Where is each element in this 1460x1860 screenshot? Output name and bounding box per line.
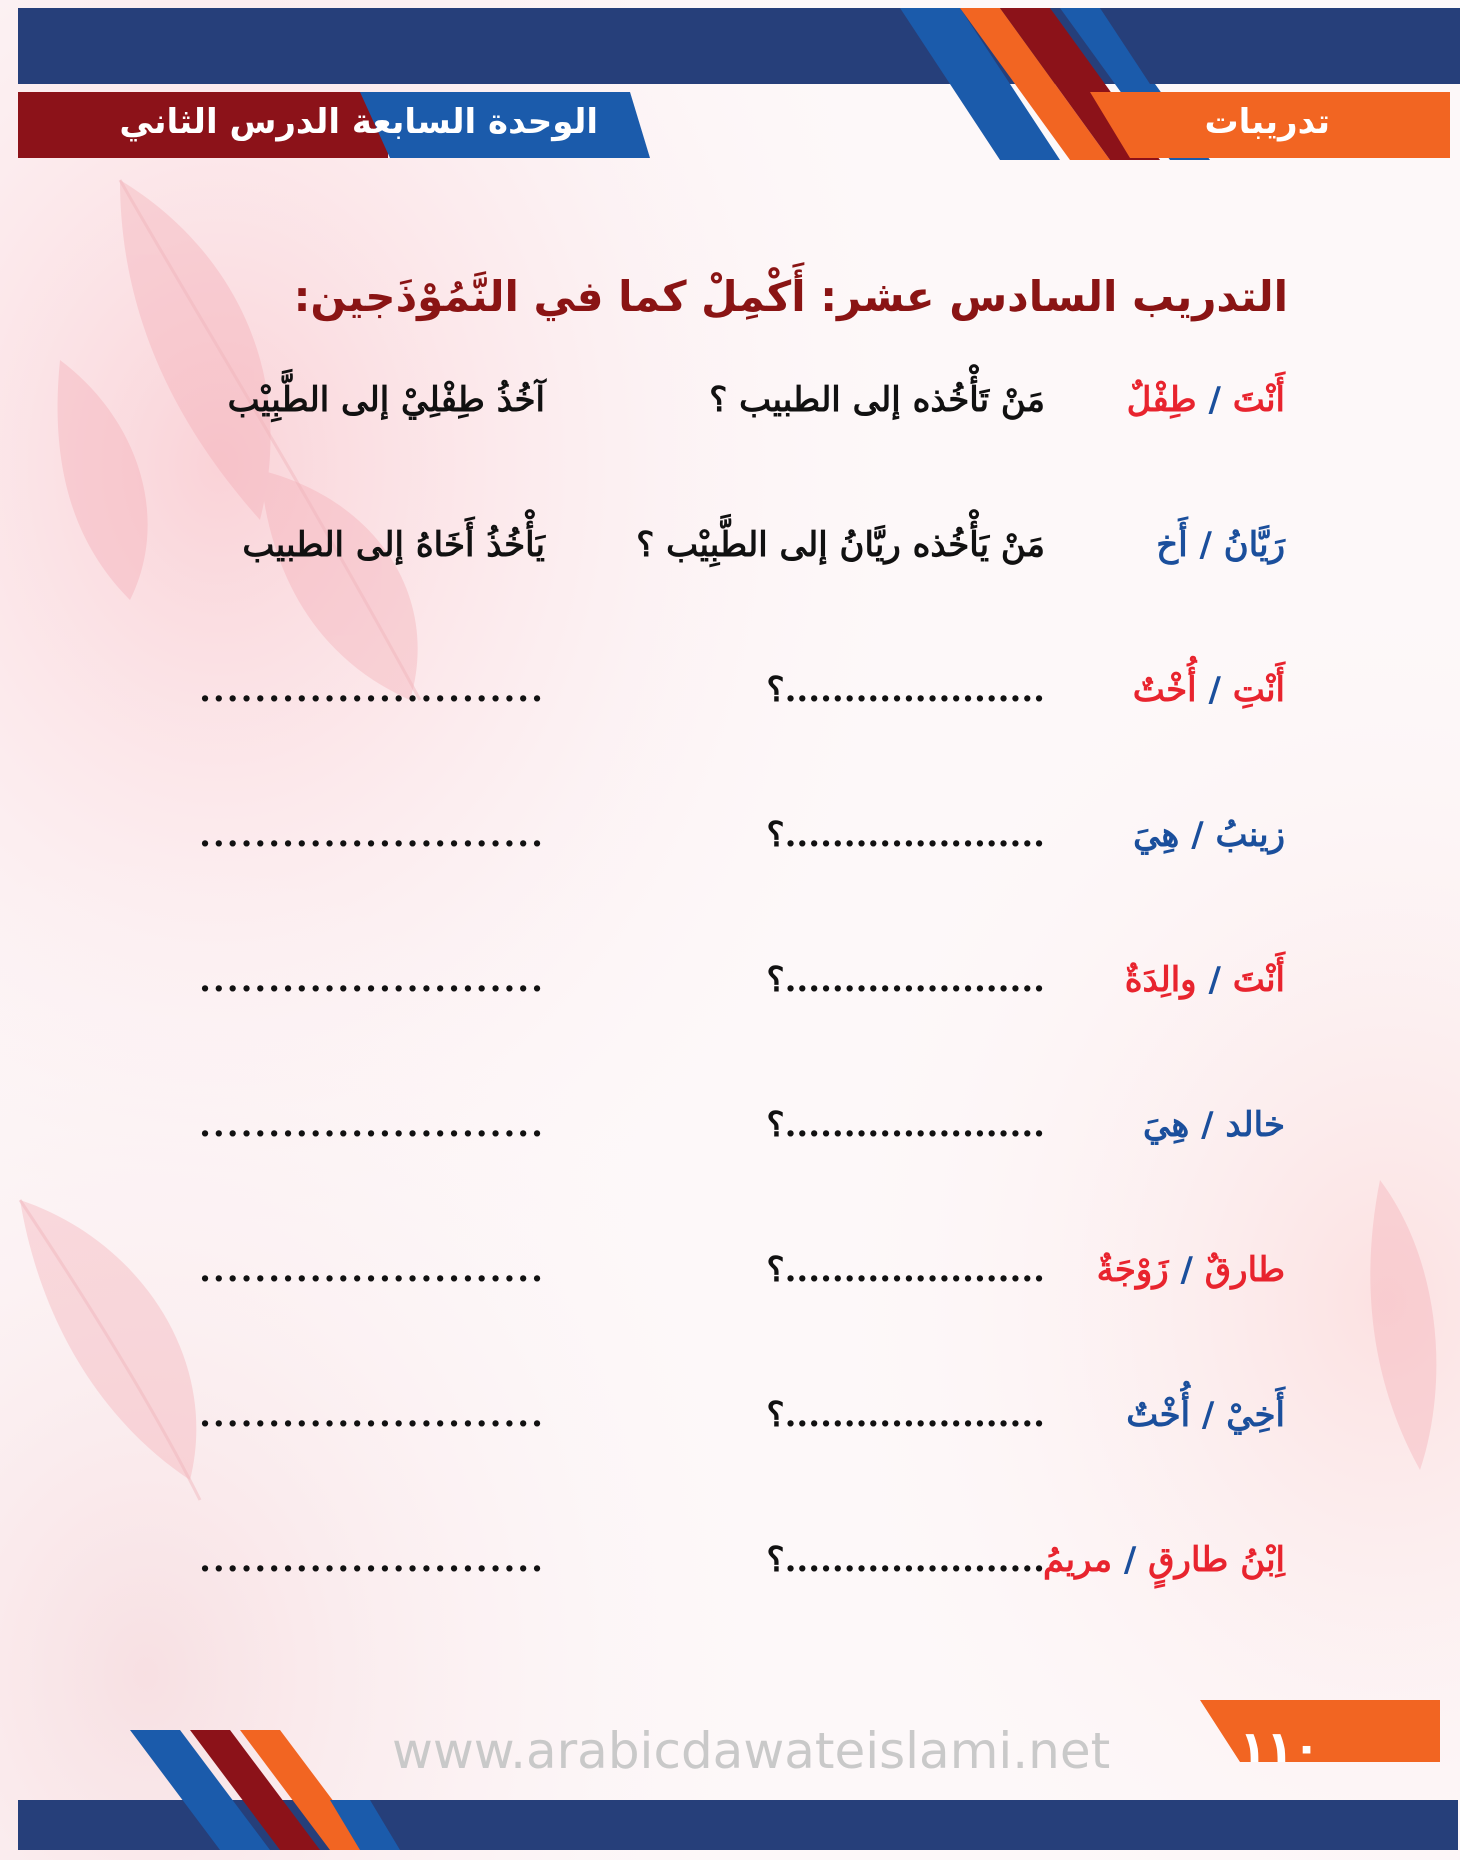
exercise-row [0,1395,1460,1465]
exercise-row [0,1105,1460,1175]
question-blank[interactable]: ......................؟ [766,1250,1045,1290]
lesson-label: الدرس الثاني [119,102,340,142]
cue-separator: / [1179,815,1216,855]
cue-separator: / [1168,1250,1205,1290]
question-blank[interactable]: ......................؟ [766,815,1045,855]
cue-object: هِيَ [1143,1105,1190,1145]
cue-subject: اِبْنُ طارقٍ [1148,1540,1285,1580]
cue-subject: أَنْتَ [1232,380,1285,420]
cue-object: هِيَ [1133,815,1180,855]
row-cue [1097,1250,1285,1290]
exercise-row [0,525,1460,595]
row-cue [1127,380,1285,420]
cue-object: مريمُ [1042,1540,1113,1580]
cue-separator: / [1189,1105,1226,1145]
cue-separator: / [1196,670,1233,710]
cue-subject: رَيَّانُ [1223,525,1285,565]
cue-subject: طارقٌ [1204,1250,1285,1290]
cue-object: أَخ [1156,525,1188,565]
question-blank[interactable]: ......................؟ [766,960,1045,1000]
cue-object: طِفْلٌ [1126,380,1197,420]
cue-subject: زينبُ [1215,815,1285,855]
row-cue [1126,1395,1285,1435]
unit-label: الوحدة السابعة [351,102,598,142]
exercise-row [0,1250,1460,1320]
cue-subject: خالد [1225,1105,1285,1145]
cue-separator: / [1196,960,1233,1000]
exercise-row [0,960,1460,1030]
exercise-row [0,815,1460,885]
cue-object: أُخْتٌ [1126,1395,1191,1435]
cue-separator: / [1196,380,1233,420]
row-cue [1156,525,1285,565]
answer-blank[interactable]: ......................... [199,1105,545,1145]
cue-separator: / [1112,1540,1149,1580]
cue-object: زَوْجَةٌ [1096,1250,1169,1290]
row-cue [1125,960,1285,1000]
cue-object: أُخْتٌ [1132,670,1197,710]
answer-text: يَأْخُذُ أَخَاهُ إلى الطبيب [242,525,545,565]
answer-blank[interactable]: ......................... [199,960,545,1000]
cue-subject: أَنْتَ [1232,960,1285,1000]
cue-object: والِدَةٌ [1124,960,1197,1000]
answer-text: آخُذُ طِفْلِيْ إلى الطَّبِيْب [227,380,545,420]
cue-separator: / [1190,1395,1227,1435]
row-cue [1143,1105,1285,1145]
question-text: مَنْ يَأْخُذه ريَّانُ إلى الطَّبِيْب ؟ [636,525,1045,565]
question-text: مَنْ تَأْخُذه إلى الطبيب ؟ [709,380,1045,420]
answer-blank[interactable]: ......................... [199,1395,545,1435]
cue-subject: أَخِيْ [1226,1395,1285,1435]
row-cue [1133,815,1285,855]
question-blank[interactable]: ......................؟ [766,1540,1045,1580]
page-number: ١١٠ [1239,1722,1320,1773]
question-blank[interactable]: ......................؟ [766,1395,1045,1435]
answer-blank[interactable]: ......................... [199,1540,545,1580]
exercise-row [0,1540,1460,1610]
cue-subject: أَنْتِ [1232,670,1285,710]
row-cue [1043,1540,1285,1580]
exercise-row [0,670,1460,740]
answer-blank[interactable]: ......................... [199,670,545,710]
footer-url[interactable]: www.arabicdawateislami.net [392,1722,1111,1780]
section-label: تدريبات [1204,102,1330,142]
question-blank[interactable]: ......................؟ [766,670,1045,710]
exercise-title: التدريب السادس عشر: أَكْمِلْ كما في النَّمُوْذَجين: [293,272,1288,321]
question-blank[interactable]: ......................؟ [766,1105,1045,1145]
answer-blank[interactable]: ......................... [199,815,545,855]
cue-separator: / [1187,525,1224,565]
header-banner [0,0,1460,170]
exercise-row [0,380,1460,450]
row-cue [1133,670,1285,710]
answer-blank[interactable]: ......................... [199,1250,545,1290]
